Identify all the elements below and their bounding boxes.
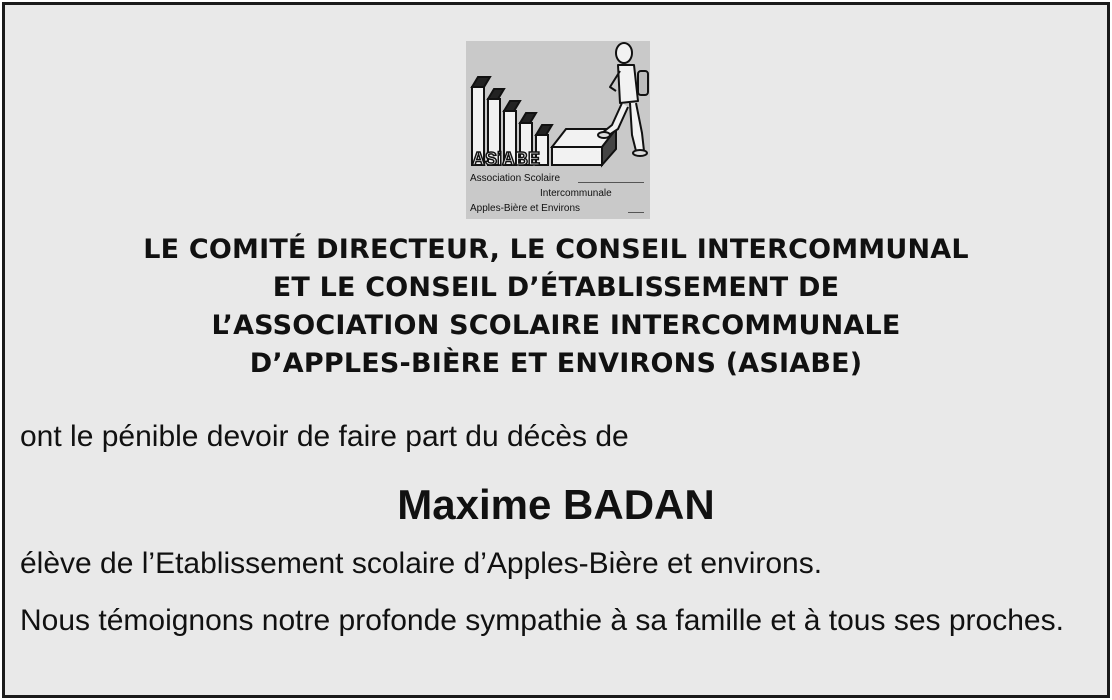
- heading-line-2: ET LE CONSEIL D’ÉTABLISSEMENT DE: [272, 272, 840, 303]
- intro-text: ont le pénible devoir de faire part du décès de: [20, 420, 629, 453]
- logo-text-line-1: Association Scolaire: [470, 173, 561, 184]
- notice-heading: [5, 231, 1107, 383]
- description-text: élève de l’Etablissement scolaire d’Apples-Bière et environs.: [20, 547, 823, 580]
- deceased-name: Maxime BADAN: [397, 481, 715, 528]
- heading-line-3: L’ASSOCIATION SCOLAIRE INTERCOMMUNALE: [211, 310, 901, 341]
- logo-divider-line: [578, 182, 644, 183]
- heading-line-1: LE COMITÉ DIRECTEUR, LE CONSEIL INTERCOMMUNAL: [143, 234, 969, 265]
- heading-line-4: D’APPLES-BIÈRE ET ENVIRONS (ASIABE): [249, 348, 863, 379]
- death-notice: [2, 2, 1110, 698]
- logo-text-line-3: Apples-Bière et Environs: [470, 203, 581, 214]
- logo-acronym: ASiABE: [472, 149, 541, 169]
- asiabe-logo: [466, 41, 650, 219]
- logo-divider-line: [628, 212, 644, 213]
- condolence-text: Nous témoignons notre profonde sympathie à sa famille et à tous ses proches.: [20, 604, 1064, 637]
- logo-text-line-2: Intercommunale: [540, 188, 612, 199]
